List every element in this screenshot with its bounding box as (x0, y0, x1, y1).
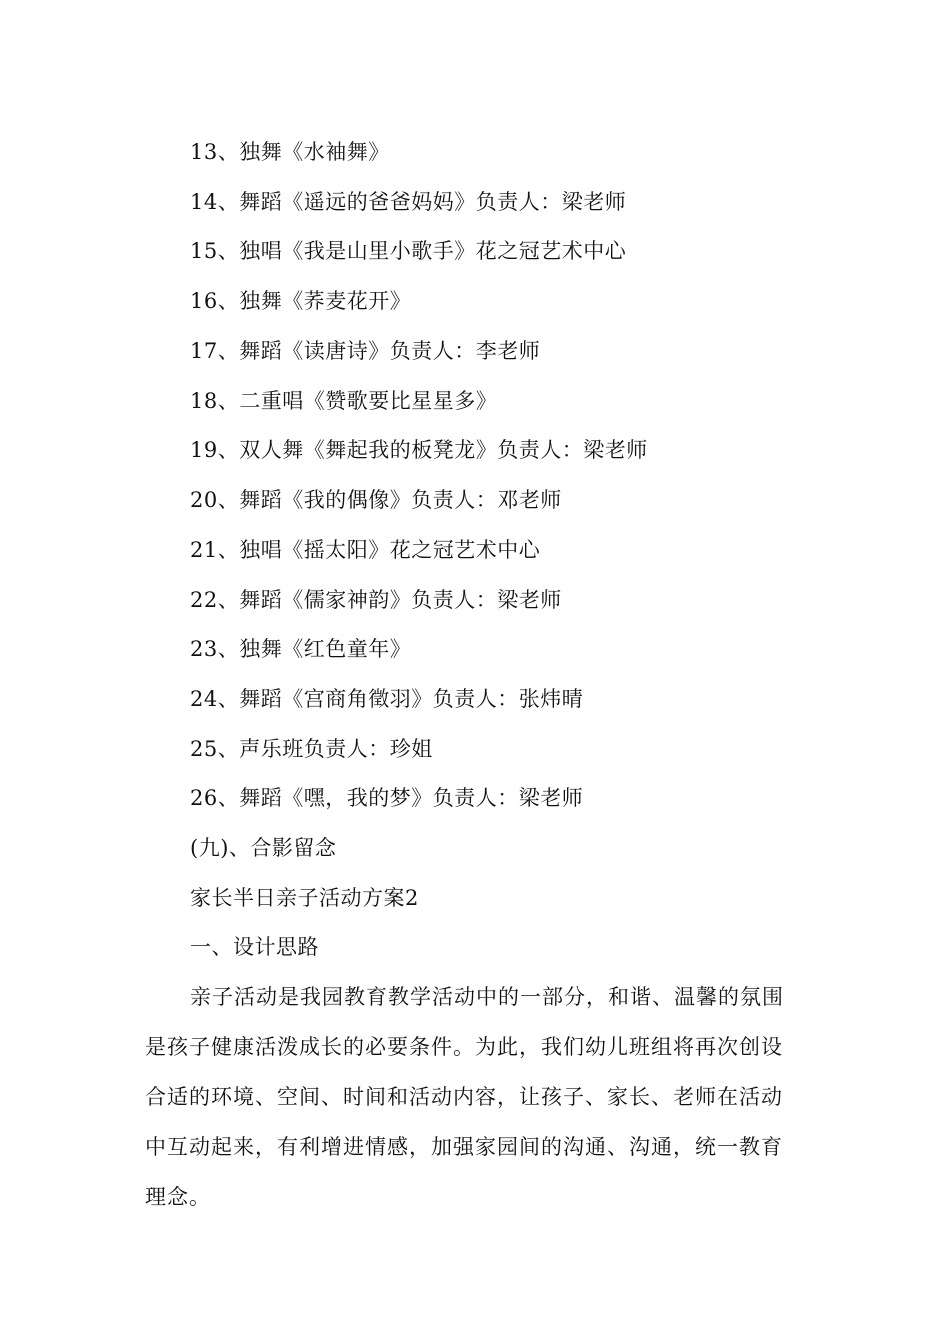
plan-title: 家长半日亲子活动方案2 (190, 886, 419, 910)
program-item-15: 15、独唱《我是山里小歌手》花之冠艺术中心 (190, 239, 627, 263)
program-item-19: 19、双人舞《舞起我的板凳龙》负责人：梁老师 (190, 438, 648, 462)
program-item-17: 17、舞蹈《读唐诗》负责人：李老师 (190, 339, 541, 363)
program-item-14: 14、舞蹈《遥远的爸爸妈妈》负责人：梁老师 (190, 190, 627, 214)
section-nine-heading: (九)、合影留念 (190, 836, 337, 860)
design-paragraph (145, 982, 810, 1232)
paragraph-line: 合适的环境、空间、时间和活动内容，让孩子、家长、老师在活动 (145, 1085, 783, 1109)
program-item-13: 13、独舞《水袖舞》 (190, 140, 390, 164)
program-item-21: 21、独唱《摇太阳》花之冠艺术中心 (190, 538, 541, 562)
paragraph-line: 是孩子健康活泼成长的必要条件。为此，我们幼儿班组将再次创设 (145, 1035, 783, 1059)
program-item-20: 20、舞蹈《我的偶像》负责人：邓老师 (190, 488, 562, 512)
program-item-16: 16、独舞《荞麦花开》 (190, 289, 412, 313)
program-item-25: 25、声乐班负责人：珍姐 (190, 737, 433, 761)
program-item-24: 24、舞蹈《宫商角徵羽》负责人：张炜晴 (190, 687, 584, 711)
paragraph-line: 亲子活动是我园教育教学活动中的一部分，和谐、温馨的氛围 (190, 985, 784, 1009)
program-item-18: 18、二重唱《赞歌要比星星多》 (190, 389, 498, 413)
program-item-23: 23、独舞《红色童年》 (190, 637, 412, 661)
design-heading: 一、设计思路 (190, 935, 319, 959)
program-item-26: 26、舞蹈《嘿，我的梦》负责人：梁老师 (190, 786, 584, 810)
program-item-22: 22、舞蹈《儒家神韵》负责人：梁老师 (190, 588, 562, 612)
paragraph-line: 理念。 (145, 1185, 211, 1209)
paragraph-line: 中互动起来，有利增进情感，加强家园间的沟通、沟通，统一教育 (145, 1135, 783, 1159)
